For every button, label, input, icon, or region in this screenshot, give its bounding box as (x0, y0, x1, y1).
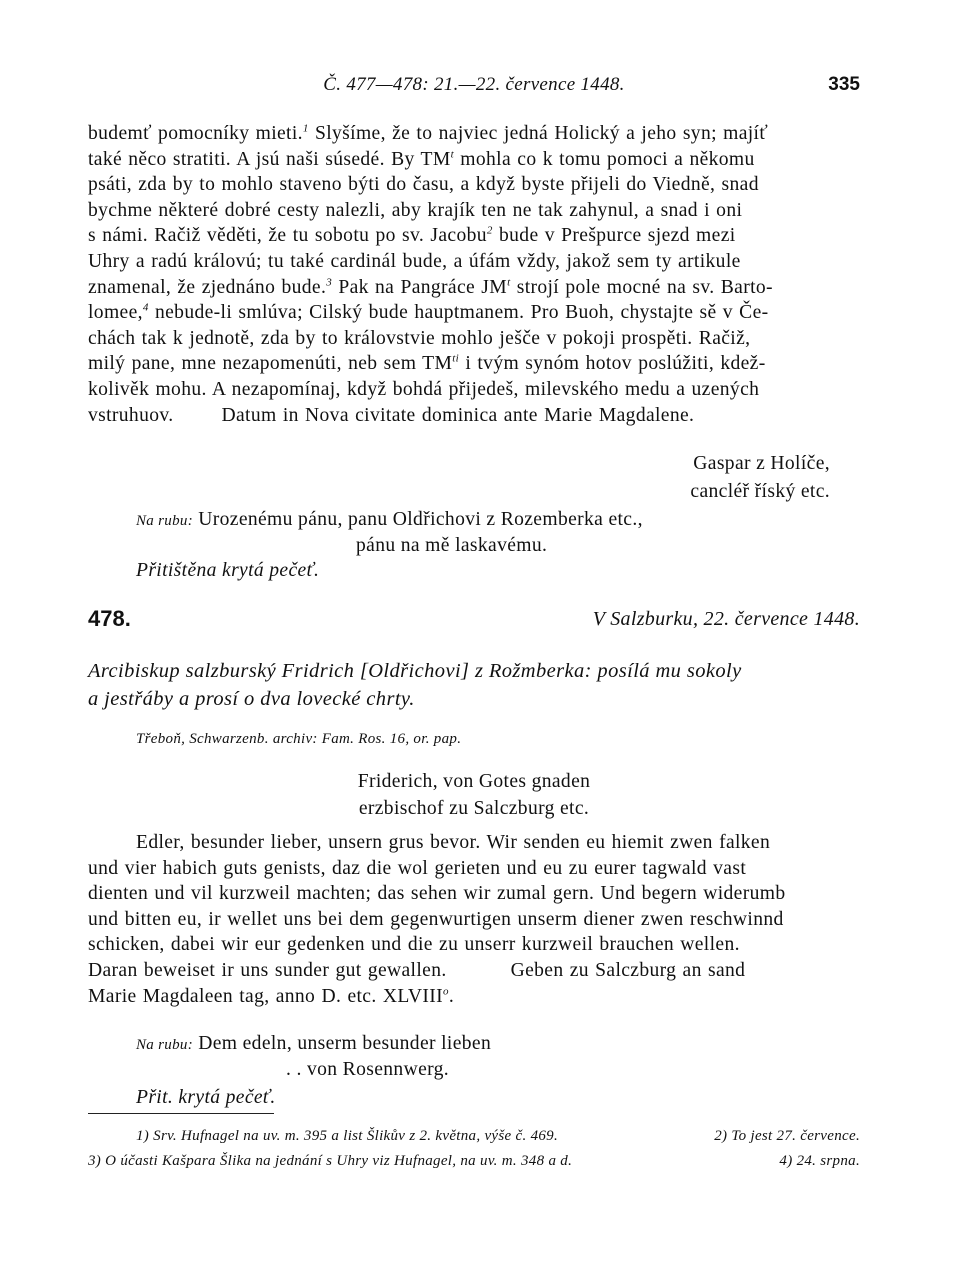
footnote-line (88, 1149, 860, 1174)
verso-label: Na rubu: (136, 1037, 193, 1053)
text-line: chách tak k jednotě, zda by to královstvie mohlo ješče v pokoji prospěti. Račiž, (88, 327, 751, 349)
document-number: 478. (88, 606, 131, 631)
text-line: bychme některé dobré cesty nalezli, aby krajík ten ne tak zahynul, a snad i oni (88, 199, 743, 221)
text-line: také něco stratiti. A jsú naši súsedé. By $TM^t$ mohla co k tomu pomoci a někomu (88, 148, 755, 170)
text-line: und bitten eu, ir wellet uns bei dem gegenwurtigen unserm diener zwen reschwinnd (88, 908, 784, 930)
text-line: budemť pomocníky mieti.$^1$ Slyšíme, že to najviec jedná Holický a jeho syn; majíť (88, 122, 769, 144)
page-number: 335 (828, 74, 860, 95)
text-line: Daran beweiset ir uns sunder gut gewallen. Geben zu Salczburg an sand (88, 959, 746, 981)
footnote-line (88, 1124, 860, 1149)
text-line: Marie Magdaleen tag, anno D. etc. XLVIII$^o$. (88, 985, 455, 1007)
signature-line: cancléř říský etc. (690, 481, 830, 502)
intitulatio-line: erzbischof zu Salczburg etc. (358, 798, 590, 819)
text-line: kolivěk mohu. A nezapomínaj, když bohdá přijedeš, milevského medu a uzených (88, 378, 760, 400)
text-line: milý pane, mne nezapomenúti, neb sem $TM^{ti}$ i tvým synóm hotov poslúžiti, kdež- (88, 352, 766, 375)
letter-477-text (88, 121, 860, 428)
running-head: Č. 477—478: 21.—22. července 1448. (323, 74, 625, 95)
signature-line: Gaspar z Holíče, (693, 453, 830, 474)
text-line: Edler, besunder lieber, unsern grus bevor. Wir senden eu hiemit zwen falken (136, 832, 771, 853)
page-header (88, 74, 860, 102)
regest-line: a jestřáby a prosí o dva lovecké chrty. (88, 688, 415, 710)
intitulatio (88, 768, 860, 822)
verso-address-478 (136, 1030, 491, 1059)
text-line: dienten und vil kurzweil machten; das sehen wir zumal gern. Und begern widerumb (88, 883, 786, 905)
text-line: vstruhuov. Datum in Nova civitate dominica ante Marie Magdalene. (88, 404, 695, 426)
text-line: psáti, zda by to mohlo staveno býti do času, a když byste přijeli do Viedně, snad (88, 174, 759, 196)
verso-line: Urozenému pánu, panu Oldřichovi z Rozemberka etc., (198, 509, 643, 530)
intitulatio-line: Friderich, von Gotes gnaden (357, 771, 591, 792)
archive-reference: Třeboň, Schwarzenb. archiv: Fam. Ros. 16, or. pap. (136, 731, 462, 747)
text-line: Uhry a radú královú; tu také cardinál bude, a úfám vždy, jakož sem ty artikule (88, 250, 741, 272)
seal-note: Přit. krytá pečeť. (136, 1087, 276, 1108)
footnote-rule (88, 1113, 274, 1114)
verso-line: pánu na mě laskavému. (356, 535, 548, 556)
footnote-3: 3) O účasti Kašpara Šlika na jednání s Uhry viz Hufnagel, na uv. m. 348 a d. (88, 1153, 573, 1169)
text-line: schicken, dabei wir eur gedenken und die zu unserr kurzweil brauchen wellen. (88, 934, 740, 956)
footnote-1: 1) Srv. Hufnagel na uv. m. 395 a list Šlikův z 2. května, výše č. 469. (136, 1128, 559, 1144)
text-line: s námi. Račiž věděti, že tu sobotu po sv. Jacobu$^2$ bude v Prešpurce sjezd mezi (88, 224, 736, 247)
verso-line: . . von Rosennwerg. (286, 1059, 450, 1080)
letter-478-text (88, 830, 860, 1009)
verso-label: Na rubu: (136, 513, 193, 529)
footnote-2: 2) To jest 27. července. (714, 1128, 860, 1144)
verso-address-477 (136, 506, 643, 535)
verso-line: Dem edeln, unserm besunder lieben (198, 1033, 492, 1054)
text-line: znamenal, že zjednáno bude.$^3$ Pak na Pangráce $JM^t$ strojí pole mocné na sv. Barto- (88, 276, 773, 298)
footnote-4: 4) 24. srpna. (779, 1153, 860, 1169)
footnotes (88, 1124, 860, 1174)
text-line: und vier habich guts genists, daz die wol gerieten und eu zu eurer tagwald vast (88, 857, 747, 879)
signature (560, 450, 830, 506)
text-line: lomee,$^4$ nebude-li smlúva; Cilský bude hauptmanem. Pro Buoh, chystajte sě v Če- (88, 301, 769, 324)
place-date: V Salzburku, 22. července 1448. (592, 608, 860, 630)
regest (88, 657, 860, 713)
regest-line: Arcibiskup salzburský Fridrich [Oldřichovi] z Rožmberka: posílá mu sokoly (88, 660, 742, 682)
seal-note: Přitištěna krytá pečeť. (136, 560, 320, 581)
